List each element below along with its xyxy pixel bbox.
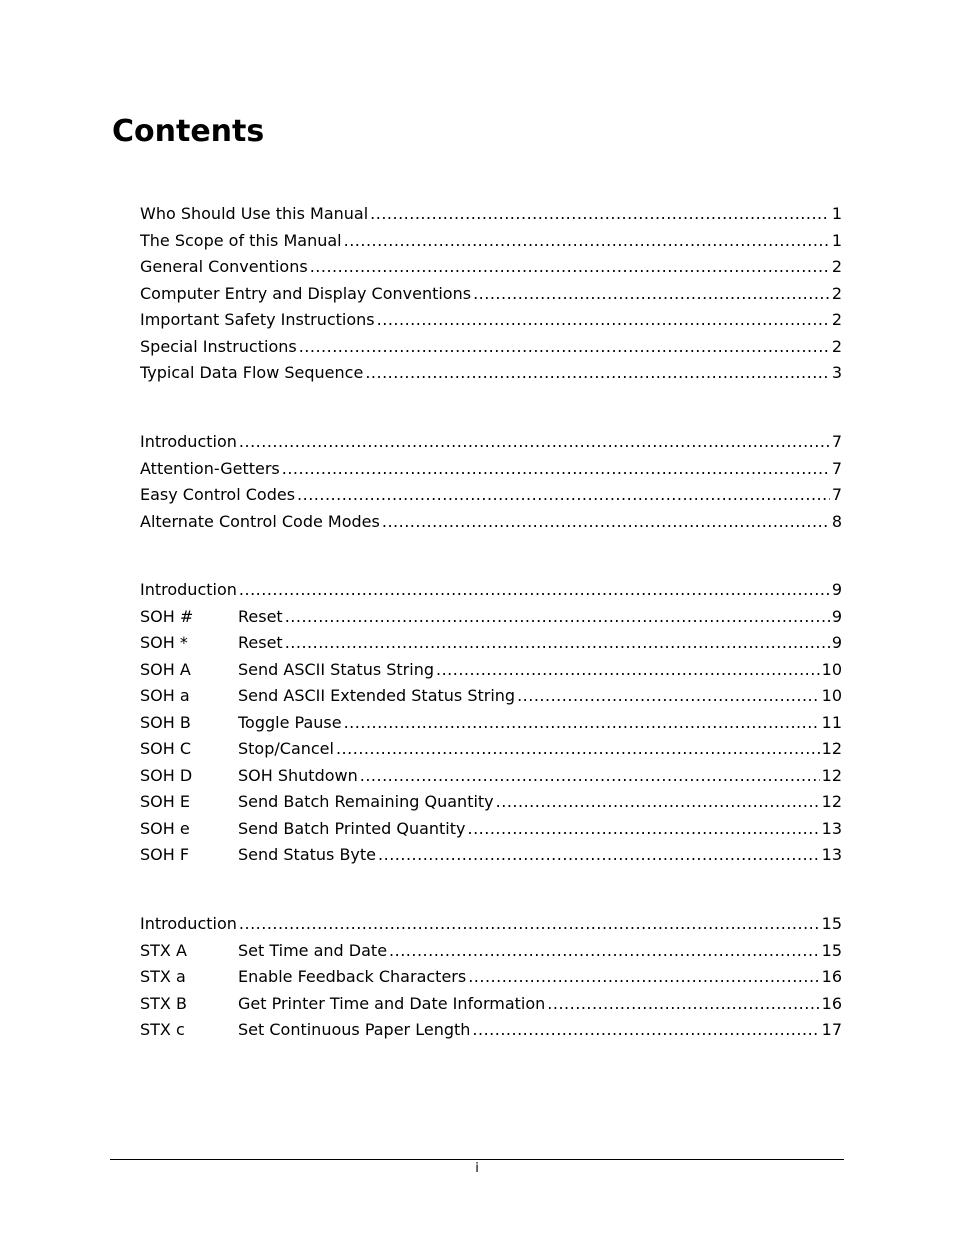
toc-entry-page-number: 7 xyxy=(831,458,842,478)
toc-dot-leader xyxy=(299,334,830,361)
toc-dot-leader xyxy=(282,456,830,483)
toc-dot-leader xyxy=(336,736,820,763)
toc-dot-leader xyxy=(239,577,830,604)
toc-entry-title: The Scope of this Manual xyxy=(140,230,342,250)
toc-section-4 xyxy=(140,911,842,1044)
toc-entry-code: SOH A xyxy=(140,659,191,679)
toc-entry[interactable] xyxy=(140,228,842,255)
toc-entry-page-number: 2 xyxy=(831,336,842,356)
toc-entry-code: SOH D xyxy=(140,765,193,785)
toc-entry[interactable] xyxy=(140,630,842,657)
toc-entry-page-number: 1 xyxy=(831,230,842,250)
page-title: Contents xyxy=(112,114,265,149)
toc-entry-page-number: 3 xyxy=(831,363,842,382)
toc-dot-leader xyxy=(547,991,819,1018)
toc-entry[interactable] xyxy=(140,509,842,536)
toc-entry[interactable] xyxy=(140,710,842,737)
toc-entry-page-number: 10 xyxy=(821,686,842,705)
toc-entry-page-number: 16 xyxy=(821,967,842,986)
toc-entry-title: Special Instructions xyxy=(140,336,297,356)
toc-dot-leader xyxy=(496,789,820,816)
toc-entry-page-number: 2 xyxy=(831,310,842,329)
toc-entry-title: Enable Feedback Characters xyxy=(238,967,467,986)
toc-entry-title: Send Batch Printed Quantity xyxy=(238,818,466,838)
toc-entry-page-number: 9 xyxy=(831,633,842,652)
toc-dot-leader xyxy=(382,509,830,536)
toc-section-3 xyxy=(140,577,842,869)
toc-entry[interactable] xyxy=(140,604,842,631)
toc-entry-page-number: 9 xyxy=(831,606,842,626)
toc-entry[interactable] xyxy=(140,482,842,509)
footer-page-number: i xyxy=(475,1161,479,1176)
toc-dot-leader xyxy=(365,360,830,387)
toc-entry-title: Important Safety Instructions xyxy=(140,310,375,329)
toc-entry[interactable] xyxy=(140,938,842,965)
toc-entry[interactable] xyxy=(140,842,842,869)
toc-entry-page-number: 9 xyxy=(831,580,842,599)
toc-entry-page-number: 11 xyxy=(821,712,842,732)
toc-entry[interactable] xyxy=(140,816,842,843)
toc-entry[interactable] xyxy=(140,683,842,710)
toc-entry-code: STX c xyxy=(140,1020,185,1039)
toc-entry-title: Send Status Byte xyxy=(238,845,377,864)
toc-entry-page-number: 7 xyxy=(831,485,842,504)
toc-entry[interactable] xyxy=(140,254,842,281)
toc-entry-title: Send Batch Remaining Quantity xyxy=(238,792,494,811)
toc-entry-code: STX B xyxy=(140,993,187,1013)
toc-entry-code: STX a xyxy=(140,967,186,986)
toc-entry-code: SOH F xyxy=(140,845,190,864)
toc-dot-leader xyxy=(310,254,830,281)
toc-entry-title: Reset xyxy=(238,633,283,652)
toc-entry-title: Typical Data Flow Sequence xyxy=(140,363,364,382)
toc-entry[interactable] xyxy=(140,429,842,456)
toc-entry-title: Reset xyxy=(238,606,283,626)
toc-entry-page-number: 17 xyxy=(821,1020,842,1039)
toc-entry[interactable] xyxy=(140,789,842,816)
toc-entry[interactable] xyxy=(140,736,842,763)
toc-entry-title: Easy Control Codes xyxy=(140,485,296,504)
toc-section-1 xyxy=(140,201,842,387)
toc-dot-leader xyxy=(344,228,830,255)
toc-dot-leader xyxy=(377,307,830,334)
toc-dot-leader xyxy=(285,630,830,657)
toc-entry-page-number: 13 xyxy=(821,845,842,864)
toc-entry-page-number: 13 xyxy=(821,818,842,838)
toc-entry-page-number: 8 xyxy=(831,511,842,531)
toc-entry[interactable] xyxy=(140,911,842,938)
toc-entry[interactable] xyxy=(140,201,842,228)
toc-entry[interactable] xyxy=(140,763,842,790)
toc-entry-title: Send ASCII Extended Status String xyxy=(238,686,516,705)
toc-entry-code: SOH E xyxy=(140,792,190,811)
toc-entry[interactable] xyxy=(140,456,842,483)
toc-entry-page-number: 7 xyxy=(831,432,842,451)
toc-entry-title: Alternate Control Code Modes xyxy=(140,511,380,531)
toc-entry-page-number: 1 xyxy=(831,204,842,223)
toc-entry[interactable] xyxy=(140,281,842,308)
toc-entry-page-number: 15 xyxy=(821,914,842,933)
toc-entry[interactable] xyxy=(140,360,842,387)
toc-entry[interactable] xyxy=(140,1017,842,1044)
footer-divider xyxy=(110,1159,844,1160)
toc-entry-title: Introduction xyxy=(140,432,237,451)
toc-section-2 xyxy=(140,429,842,535)
toc-dot-leader xyxy=(472,1017,819,1044)
toc-entry-code: SOH * xyxy=(140,633,188,652)
toc-entry-title: Attention-Getters xyxy=(140,458,280,478)
toc-entry-title: Get Printer Time and Date Information xyxy=(238,993,546,1013)
toc-entry-page-number: 12 xyxy=(821,792,842,811)
toc-entry-title: Toggle Pause xyxy=(238,712,342,732)
toc-entry-code: SOH B xyxy=(140,712,191,732)
toc-entry-title: Set Time and Date xyxy=(238,940,388,960)
toc-dot-leader xyxy=(436,657,820,684)
toc-entry-title: Who Should Use this Manual xyxy=(140,204,369,223)
toc-entry-page-number: 12 xyxy=(821,765,842,785)
toc-dot-leader xyxy=(370,201,830,228)
toc-entry-title: Computer Entry and Display Conventions xyxy=(140,283,472,303)
toc-entry[interactable] xyxy=(140,657,842,684)
toc-dot-leader xyxy=(473,281,830,308)
toc-dot-leader xyxy=(297,482,830,509)
toc-dot-leader xyxy=(344,710,820,737)
toc-entry[interactable] xyxy=(140,307,842,334)
toc-entry-title: Stop/Cancel xyxy=(238,739,334,758)
toc-entry-page-number: 10 xyxy=(821,659,842,679)
toc-entry-code: SOH e xyxy=(140,818,190,838)
toc-entry-page-number: 2 xyxy=(831,257,842,276)
toc-dot-leader xyxy=(389,938,820,965)
toc-dot-leader xyxy=(239,429,830,456)
toc-dot-leader xyxy=(378,842,820,869)
toc-entry[interactable] xyxy=(140,964,842,991)
toc-entry-page-number: 15 xyxy=(821,940,842,960)
toc-entry-title: General Conventions xyxy=(140,257,308,276)
toc-entry-title: Set Continuous Paper Length xyxy=(238,1020,471,1039)
toc-entry-page-number: 16 xyxy=(821,993,842,1013)
toc-entry-code: SOH C xyxy=(140,739,192,758)
toc-entry[interactable] xyxy=(140,991,842,1018)
toc-dot-leader xyxy=(360,763,820,790)
toc-entry[interactable] xyxy=(140,577,842,604)
toc-entry[interactable] xyxy=(140,334,842,361)
toc-entry-title: Introduction xyxy=(140,914,237,933)
toc-entry-title: Send ASCII Status String xyxy=(238,659,434,679)
toc-entry-title: Introduction xyxy=(140,580,237,599)
toc-dot-leader xyxy=(468,816,820,843)
toc-entry-code: SOH a xyxy=(140,686,190,705)
toc-dot-leader xyxy=(239,911,820,938)
toc-entry-title: SOH Shutdown xyxy=(238,765,358,785)
toc-dot-leader xyxy=(517,683,820,710)
toc-entry-page-number: 2 xyxy=(831,283,842,303)
toc-dot-leader xyxy=(285,604,830,631)
toc-dot-leader xyxy=(468,964,819,991)
toc-entry-code: STX A xyxy=(140,940,187,960)
toc-entry-code: SOH # xyxy=(140,606,194,626)
toc-entry-page-number: 12 xyxy=(821,739,842,758)
